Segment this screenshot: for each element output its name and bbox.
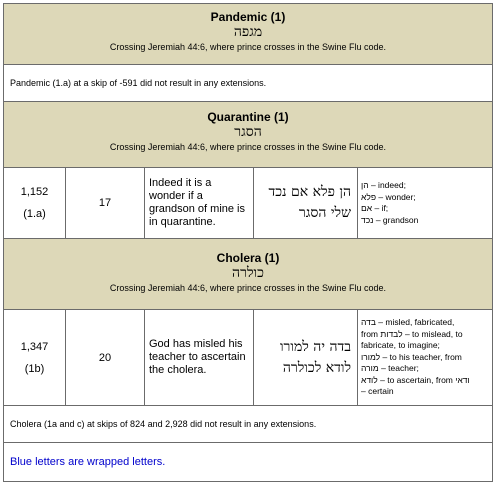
cholera-subtitle: Crossing Jeremiah 44:6, where prince crosses in the Swine Flu code. — [109, 283, 387, 293]
quarantine-count-cell — [66, 168, 145, 238]
cholera-hebrew-line-1: בדה יה למורו — [279, 338, 351, 355]
cholera-note-text: Cholera (1a and c) at skips of 824 and 2,928 did not result in any extensions. — [10, 419, 317, 429]
quarantine-subtitle: Crossing Jeremiah 44:6, where prince crosses in the Swine Flu code. — [109, 142, 387, 152]
quarantine-header — [3, 101, 493, 167]
quarantine-english-cell — [145, 168, 254, 238]
cholera-gloss-line: fabricate, to imagine; — [361, 340, 440, 351]
cholera-hebrew-line-2: לודא לכולרה — [282, 359, 351, 376]
quarantine-count: 17 — [98, 197, 112, 209]
quarantine-gloss-line: פלא – wonder; — [361, 191, 416, 202]
cholera-count: 20 — [98, 351, 112, 364]
pandemic-note — [3, 64, 493, 101]
quarantine-row — [3, 167, 493, 238]
cholera-gloss-line: למורו – to his teacher, from — [361, 351, 462, 362]
pandemic-note-text: Pandemic (1.a) at a skip of -591 did not result in any extensions. — [10, 78, 267, 88]
footer-note — [3, 442, 493, 482]
cholera-gloss-line: מורה – teacher; — [361, 363, 419, 374]
cholera-gloss-line: from לבדות – to mislead, to — [361, 328, 463, 339]
quarantine-gloss-line: הן – indeed; — [361, 180, 406, 190]
cholera-header — [3, 238, 493, 309]
quarantine-hebrew-line-1: הן פלא אם נכד — [268, 184, 351, 200]
quarantine-hebrew: הסגר — [234, 124, 262, 140]
cholera-skip: 1,347 — [20, 340, 49, 353]
quarantine-gloss-line: אם – if; — [361, 203, 389, 213]
pandemic-header — [3, 3, 493, 64]
pandemic-hebrew: מגפה — [233, 24, 263, 40]
cholera-note — [3, 405, 493, 442]
cholera-english: God has misled his teacher to ascertain the cholera. — [149, 338, 246, 376]
wrapped-letters-note: Blue letters are wrapped letters. — [10, 456, 166, 468]
cholera-skip-cell — [4, 310, 66, 405]
quarantine-gloss-cell — [358, 168, 492, 238]
quarantine-skip: 1,152 — [20, 186, 49, 198]
code-table — [3, 3, 493, 482]
cholera-hebrew-cell — [254, 310, 358, 405]
cholera-hebrew: כולרה — [232, 265, 264, 281]
quarantine-title: Quarantine (1) — [207, 110, 289, 124]
quarantine-skip-cell — [4, 168, 66, 238]
cholera-gloss-line: – certain — [361, 386, 394, 397]
cholera-title: Cholera (1) — [216, 251, 280, 265]
quarantine-gloss-line: נכד – grandson — [361, 214, 419, 225]
cholera-id: (1b) — [24, 362, 45, 375]
cholera-english-cell — [145, 310, 254, 405]
quarantine-english: Indeed it is a wonder if a grandson of mine is in quarantine. — [149, 177, 245, 228]
quarantine-id: (1.a) — [23, 208, 46, 220]
cholera-gloss-line: בדה – misled, fabricated, — [361, 317, 455, 328]
quarantine-hebrew-line-2: שלי הסגר — [298, 205, 351, 221]
cholera-row — [3, 309, 493, 405]
quarantine-hebrew-cell — [254, 168, 358, 238]
pandemic-title: Pandemic (1) — [210, 10, 286, 24]
cholera-count-cell — [66, 310, 145, 405]
cholera-gloss-line: לודא – to ascertain, from ודאי — [361, 374, 470, 385]
cholera-gloss-cell — [358, 310, 492, 405]
pandemic-subtitle: Crossing Jeremiah 44:6, where prince crosses in the Swine Flu code. — [109, 42, 387, 52]
